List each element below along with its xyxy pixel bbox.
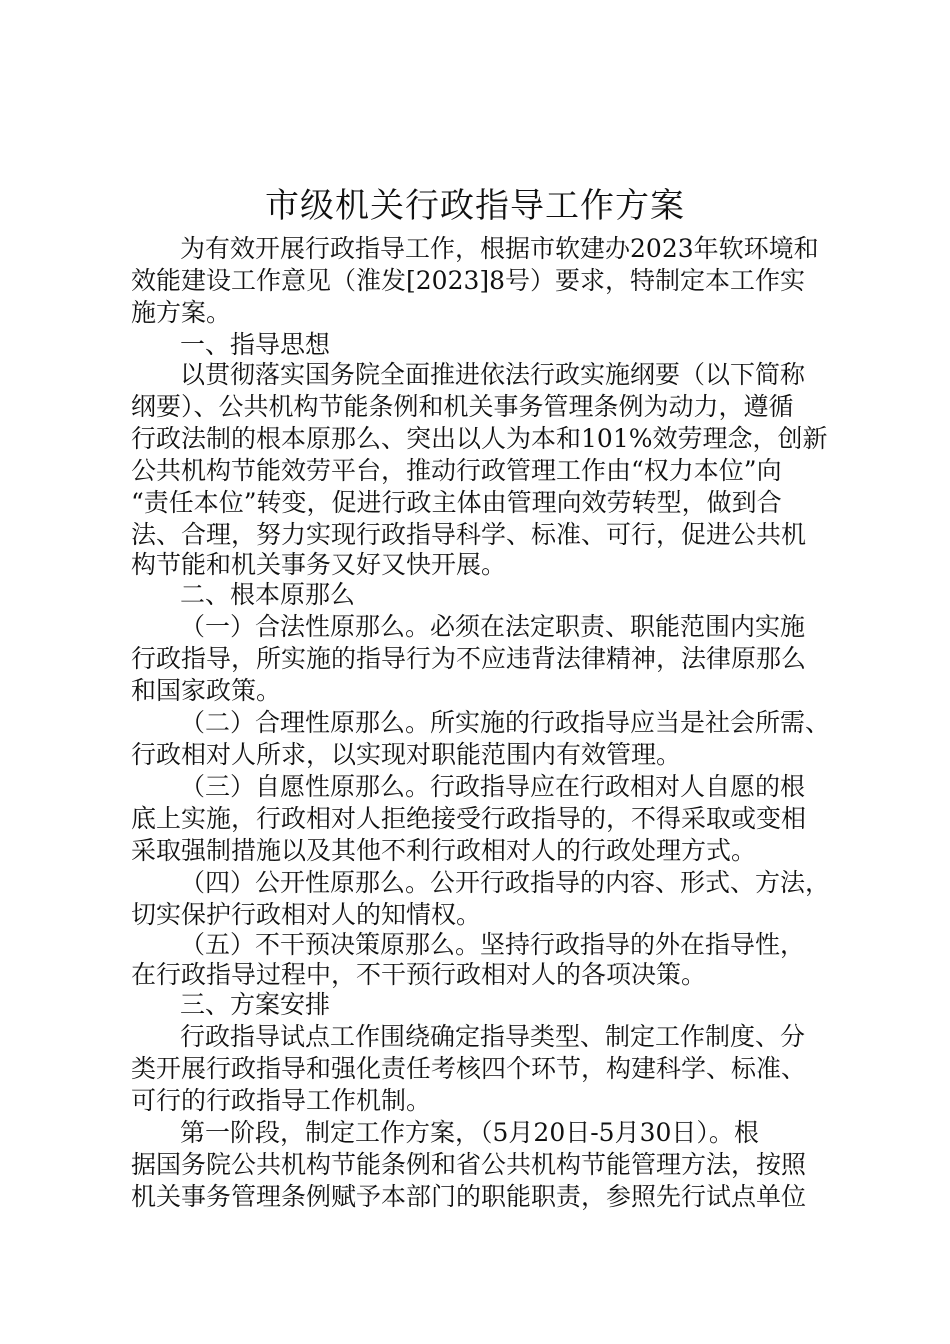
- section-heading: 二、根本原那么: [180, 580, 356, 609]
- text-line: 行政相对人所求，以实现对职能范围内有效管理。: [131, 740, 682, 769]
- text-line: 采取强制措施以及其他不利行政相对人的行政处理方式。: [131, 836, 757, 865]
- section-heading: 一、指导思想: [180, 330, 331, 359]
- text-line: （二）合理性原那么。所实施的行政指导应当是社会所需、: [180, 708, 831, 737]
- text-line: 在行政指导过程中，不干预行政相对人的各项决策。: [131, 960, 707, 989]
- text-line: 第一阶段，制定工作方案，（5月20日-5月30日）。根: [180, 1118, 759, 1147]
- text-line: 纲要）、公共机构节能条例和机关事务管理条例为动力，遵循: [131, 392, 794, 421]
- text-line: 和国家政策。: [131, 676, 282, 705]
- text-line: 切实保护行政相对人的知情权。: [131, 900, 482, 929]
- text-line: 以贯彻落实国务院全面推进依法行政实施纲要（以下简称: [180, 360, 806, 389]
- text-line: （三）自愿性原那么。行政指导应在行政相对人自愿的根: [180, 772, 806, 801]
- text-line: 行政指导试点工作围绕确定指导类型、制定工作制度、分: [180, 1022, 806, 1051]
- text-line: 法、合理，努力实现行政指导科学、标准、可行，促进公共机: [131, 520, 807, 549]
- section-heading: 三、方案安排: [180, 990, 331, 1019]
- text-line: 公共机构节能效劳平台，推动行政管理工作由“权力本位”向: [131, 456, 782, 485]
- text-line: （五）不干预决策原那么。坚持行政指导的外在指导性，: [180, 930, 806, 959]
- text-line: 行政指导，所实施的指导行为不应违背法律精神，法律原那么: [131, 644, 807, 673]
- text-line: 施方案。: [131, 298, 232, 327]
- text-line: 可行的行政指导工作机制。: [131, 1086, 432, 1115]
- text-line: （一）合法性原那么。必须在法定职责、职能范围内实施: [180, 612, 806, 641]
- text-line: 效能建设工作意见（淮发[2023]8号）要求，特制定本工作实: [131, 266, 806, 295]
- text-line: 构节能和机关事务又好又快开展。: [131, 550, 507, 579]
- text-line: 为有效开展行政指导工作，根据市软建办2023年软环境和: [180, 234, 819, 263]
- text-line: 底上实施，行政相对人拒绝接受行政指导的，不得采取或变相: [131, 804, 807, 833]
- text-line: （四）公开性原那么。公开行政指导的内容、形式、方法，: [180, 868, 831, 897]
- text-line: 行政法制的根本原那么、突出以人为本和101%效劳理念，创新: [131, 424, 828, 453]
- text-line: 机关事务管理条例赋予本部门的职能职责，参照先行试点单位: [131, 1182, 807, 1211]
- text-line: “责任本位”转变，促进行政主体由管理向效劳转型，做到合: [131, 488, 782, 517]
- text-line: 类开展行政指导和强化责任考核四个环节，构建科学、标准、: [131, 1054, 807, 1083]
- document-title: 市级机关行政指导工作方案: [265, 186, 685, 226]
- text-line: 据国务院公共机构节能条例和省公共机构节能管理方法，按照: [131, 1150, 807, 1179]
